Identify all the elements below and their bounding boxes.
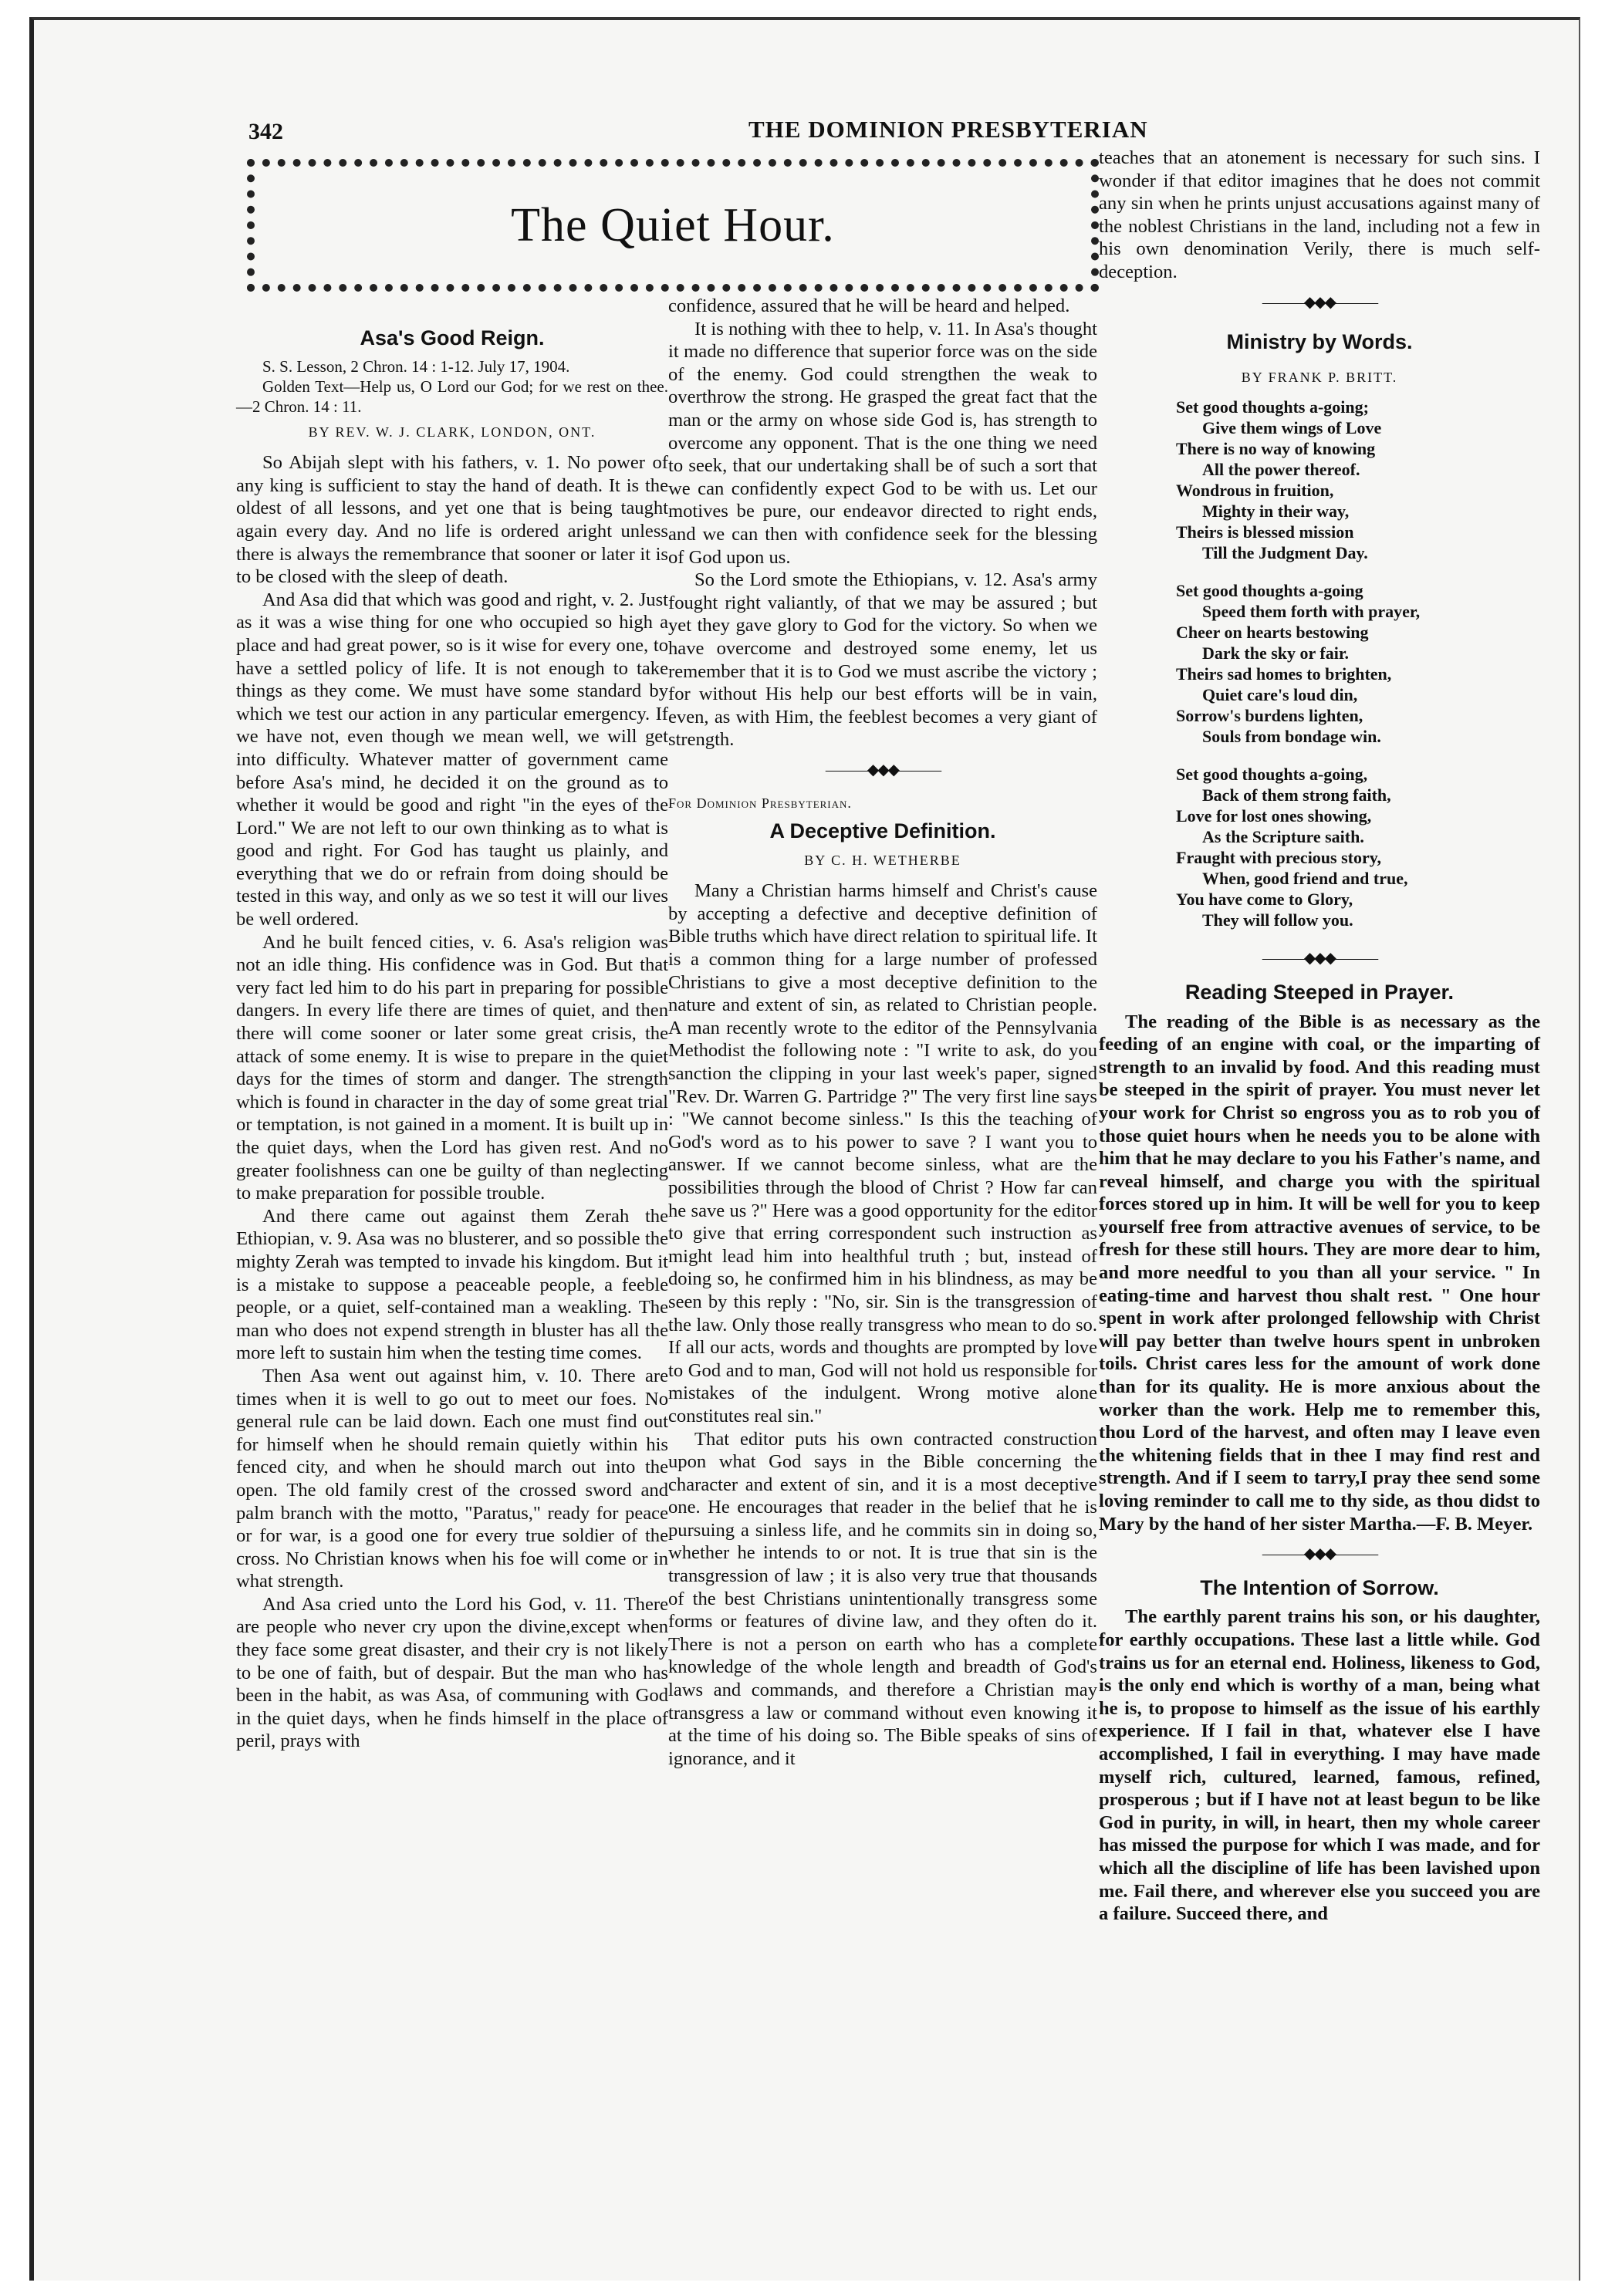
page-number: 342 — [248, 119, 283, 144]
poem-line: Dark the sky or fair. — [1202, 643, 1350, 663]
paragraph: confidence, assured that he will be heard and helped. — [668, 295, 1070, 316]
paragraph: It is nothing with thee to help, v. 11. In Asa's thought it made no difference that superior force was on the side of the enemy. God could strengthen the weak to overthrow the strong. He grasped the great fact that the man or the army on whose side God is, has strength to overcome any opponent. That is the one thing we need to seek, that our undertaking shall be of such a sort that we can confidently expect God to be with us. Let our motives be pure, our endeavor directed to right ends, and we can then with confidence seek for the blessing of God upon us. — [668, 318, 1097, 568]
poem-line: Set good thoughts a-going, — [1176, 765, 1368, 785]
section-rule: ———◆◆◆——— — [1262, 293, 1377, 311]
section-rule: ———◆◆◆——— — [1262, 950, 1377, 967]
poem-line: Wondrous in fruition, — [1176, 481, 1334, 501]
poem-line: Back of them strong faith, — [1202, 785, 1391, 805]
section-title-box — [247, 159, 1099, 292]
poem-line: Theirs sad homes to brighten, — [1176, 664, 1392, 684]
article-byline-asa: BY REV. W. J. CLARK, LONDON, ONT. — [308, 424, 596, 440]
paragraph: teaches that an atonement is necessary for such sins. I wonder if that editor imagines that he does not commit any sin when he prints unjust accusations against many of the noblest Christians in the land, including not a few in his own denomination Verily, there is much self-deception. — [1099, 147, 1540, 282]
poem-stanza — [1176, 764, 1540, 930]
article-title-sorrow: The Intention of Sorrow. — [1200, 1575, 1439, 1599]
poem-line: Till the Judgment Day. — [1202, 543, 1368, 563]
paragraph: Many a Christian harms himself and Christ's cause by accepting a defective and deceptive definition of Bible truths which have direct relation to spiritual life. It is a common thing for a large number of professed Christians to give a most deceptive definition to the nature and extent of sin, as related to Christian people. A man recently wrote to the editor of the Pennsylvania Methodist the following note : "I write to ask, do you sanction the clipping in your last week's paper, signed "Rev. Dr. Warren G. Partridge ?" The very first line says : "We cannot become sinless." Is this the teaching of God's word as to his power to save ? I want you to answer. If we cannot become sinless, what are the possibilities through the blood of Christ ? How far can he save us ?" Here was a good opportunity for the editor to give that erring correspondent such instruction as might lead him into healthful truth ; but, instead of doing so, he confirmed him in his blindness, as may be seen by this reply : "No, sir. Sin is the transgression of the law. Only those really transgress who mean to do so. If all our acts, words and thoughts are prompted by love to God and to man, God will not hold us responsible for mistakes of the indulgent. Wrong motive alone constitutes real sin." — [668, 880, 1097, 1427]
poem-line: Set good thoughts a-going — [1176, 581, 1363, 601]
article-source: For Dominion Presbyterian. — [668, 795, 852, 812]
poem-line: Set good thoughts a-going; — [1176, 397, 1369, 417]
poem-line: As the Scripture saith. — [1202, 827, 1364, 847]
paragraph: And there came out against them Zerah the Ethiopian, v. 9. Asa was no blusterer, and so possible the mighty Zerah was tempted to invade his kingdom. But it is a mistake to suppose a peaceable people, a feeble people, or a quiet, self-contained man a weakling. The man who does not expend strength in bluster has all the more left to sustain him when the testing time comes. — [236, 1205, 668, 1364]
poem-line: Give them wings of Love — [1202, 418, 1382, 438]
paragraph: So Abijah slept with his fathers, v. 1. No power of any king is sufficient to stay the hand of death. It is the oldest of all lessons, and yet one that is being taught again every day. And no life is ordered aright unless there is always the remembrance that sooner or later it is to be closed with the sleep of death. — [236, 452, 668, 588]
poem-line: Love for lost ones showing, — [1176, 806, 1372, 826]
newspaper-page — [29, 17, 1580, 2281]
column-3 — [1099, 147, 1540, 1926]
paragraph: The earthly parent trains his son, or his daughter, for earthly occupations. These last a little while. God trains us for an eternal end. Holiness, likeness to God, is the only end which is worthy of a man, being what he is, to propose to himself as the issue of his earthly experience. If I fail in that, whatever else I have accomplished, I fail in everything. I may have made myself rich, cultured, learned, famous, refined, prosperous ; but if I have not at least begun to be like God in purity, in will, in heart, then my whole career has missed the purpose for which I was made, and for which all the discipline of life has been lavished upon me. Fail there, and wherever else you succeed you are a failure. Succeed there, and — [1099, 1606, 1540, 1925]
poem-line: They will follow you. — [1202, 910, 1353, 930]
paragraph: That editor puts his own contracted construction upon what God says in the Bible concerning the character and extent of sin, and it is a most deceptive one. He encourages that reader in the belief that he is pursuing a sinless life, and he commits sin in doing so, whether he intends to or not. It is true that sin is the transgression of law ; it is also very true that thousands of the best Christians unintentionally transgress some forms or features of divine law, and they often do it. There is not a person on earth who has a complete knowledge of the whole length and breadth of God's laws and commands, and therefore a Christian may transgress a law or command without even knowing it at the time of his doing so. The Bible speaks of sins of ignorance, and it — [668, 1428, 1097, 1769]
poem-line: All the power thereof. — [1202, 460, 1360, 480]
poem-line: Fraught with precious story, — [1176, 848, 1382, 868]
paragraph: So the Lord smote the Ethiopians, v. 12. Asa's army fought right valiantly, of that we may be assured ; but yet they gave glory to God for the victory. So when we have overcome and destroyed some enemy, let us remember that it is to God we must ascribe the victory ; for without His help our best efforts will be in vain, even, as with Him, the feeblest becomes a very giant of strength. — [668, 569, 1097, 751]
article-title-asa: Asa's Good Reign. — [360, 326, 545, 349]
lesson-reference: S. S. Lesson, 2 Chron. 14 : 1-12. July 17, 1904. — [262, 356, 570, 376]
section-rule: ———◆◆◆——— — [825, 761, 941, 778]
poem-line: Souls from bondage win. — [1202, 727, 1381, 747]
poem-line: When, good friend and true, — [1202, 869, 1408, 889]
poem-line: Theirs is blessed mission — [1176, 522, 1354, 542]
poem-stanza — [1176, 397, 1540, 563]
article-byline-deceptive: BY C. H. WETHERBE — [804, 852, 961, 868]
paragraph: And Asa did that which was good and right, v. 2. Just as it was a wise thing for one who occupied so high a place and had great power, so is it wise for every one, to have a settled policy of life. It is not enough to take things as they come. We must have some standard by which we test our action in any particular emergency. If we have not, even though we mean well, we will get into difficulty. Whatever matter of government came before Asa's mind, he decided it on the ground as to whether it would be good and right "in the eyes of the Lord." We are not left to our own thinking as to what is good and right. For God has taught us plainly, and everything that we do or refrain from doing should be tested in this way, and only as we so test it will our lives be well ordered. — [236, 589, 668, 930]
paragraph: And he built fenced cities, v. 6. Asa's religion was not an idle thing. His confidence was in God. But that very fact led him to do his part in preparing for possible dangers. In every life there are times of quiet, and then there will come sooner or later some great crisis, the attack of some enemy. It is wise to prepare in the quiet days for the times of storm and danger. The strength which is found in character in the day of some great trial or temptation, is not gained in a moment. It is built up in the quiet days, when the Lord has given rest. And no greater foolishness can one be guilty of than neglecting to make preparation for possible trouble. — [236, 931, 668, 1204]
article-title-deceptive: A Deceptive Definition. — [769, 819, 996, 843]
poem-line: Sorrow's burdens lighten, — [1176, 706, 1363, 726]
golden-text: Golden Text—Help us, O Lord our God; for we rest on thee.—2 Chron. 14 : 11. — [236, 376, 668, 416]
poem-byline: BY FRANK P. BRITT. — [1241, 369, 1398, 385]
column-1 — [236, 322, 668, 1753]
section-title: The Quiet Hour. — [511, 198, 835, 252]
journal-title: THE DOMINION PRESBYTERIAN — [748, 116, 1148, 143]
paragraph: And Asa cried unto the Lord his God, v. 11. There are people who never cry upon the divine,except when they face some great disaster, and their cry is not likely to be one of faith, but of despair. But the man who has been in the habit, as was Asa, of communing with God in the quiet days, when he finds himself in the place of peril, prays with — [236, 1593, 668, 1752]
poem-line: Cheer on hearts bestowing — [1176, 623, 1369, 643]
paragraph: The reading of the Bible is as necessary as the feeding of an engine with coal, or the imparting of strength to an invalid by food. And this reading must be steeped in the spirit of prayer. You must never let your work for Christ so engross you as to rob you of those quiet hours when he needs you to be alone with him that he may declare to you his Father's name, and reveal himself, and charge you with the spiritual forces stored up in him. It will be well for you to keep yourself free from attractive avenues of service, to be fresh for these still hours. They are more dear to him, and more needful to you than all your service. " In eating-time and harvest thou shalt rest. " One hour spent in work after prolonged fellowship with Christ will pay better than twelve hours spent in unbroken toils. Christ cares less for the amount of work done than for its quality. He is more anxious about the worker than the work. Help me to remember this, thou Lord of the harvest, and often may I leave even the whitening fields that in thee I may find rest and strength. And if I seem to tarry,I pray thee send some loving reminder to call me to thy side, as thou didst to Mary by the hand of her sister Martha.—F. B. Meyer. — [1099, 1011, 1540, 1535]
poem-line: Mighty in their way, — [1202, 501, 1350, 522]
article-title-reading: Reading Steeped in Prayer. — [1184, 980, 1455, 1004]
column-2 — [668, 295, 1097, 1770]
poem-line: Quiet care's loud din, — [1202, 685, 1358, 705]
poem-stanza — [1176, 580, 1540, 747]
section-rule: ———◆◆◆——— — [1262, 1545, 1377, 1563]
paragraph: Then Asa went out against him, v. 10. There are times when it is well to go out to meet our foes. No general rule can be laid down. Each one must find out for himself when he should remain quietly within his fenced city, and when he should march out into the open. The old family crest of the crossed sword and palm branch with the motto, "Paratus," ready for peace or for war, is a good one for every true soldier of the cross. No Christian knows when his foe will come or in what strength. — [236, 1365, 668, 1592]
poem-line: There is no way of knowing — [1176, 439, 1376, 459]
poem-line: Speed them forth with prayer, — [1202, 602, 1421, 622]
poem-line: You have come to Glory, — [1176, 890, 1353, 910]
poem-title: Ministry by Words. — [1226, 330, 1413, 354]
